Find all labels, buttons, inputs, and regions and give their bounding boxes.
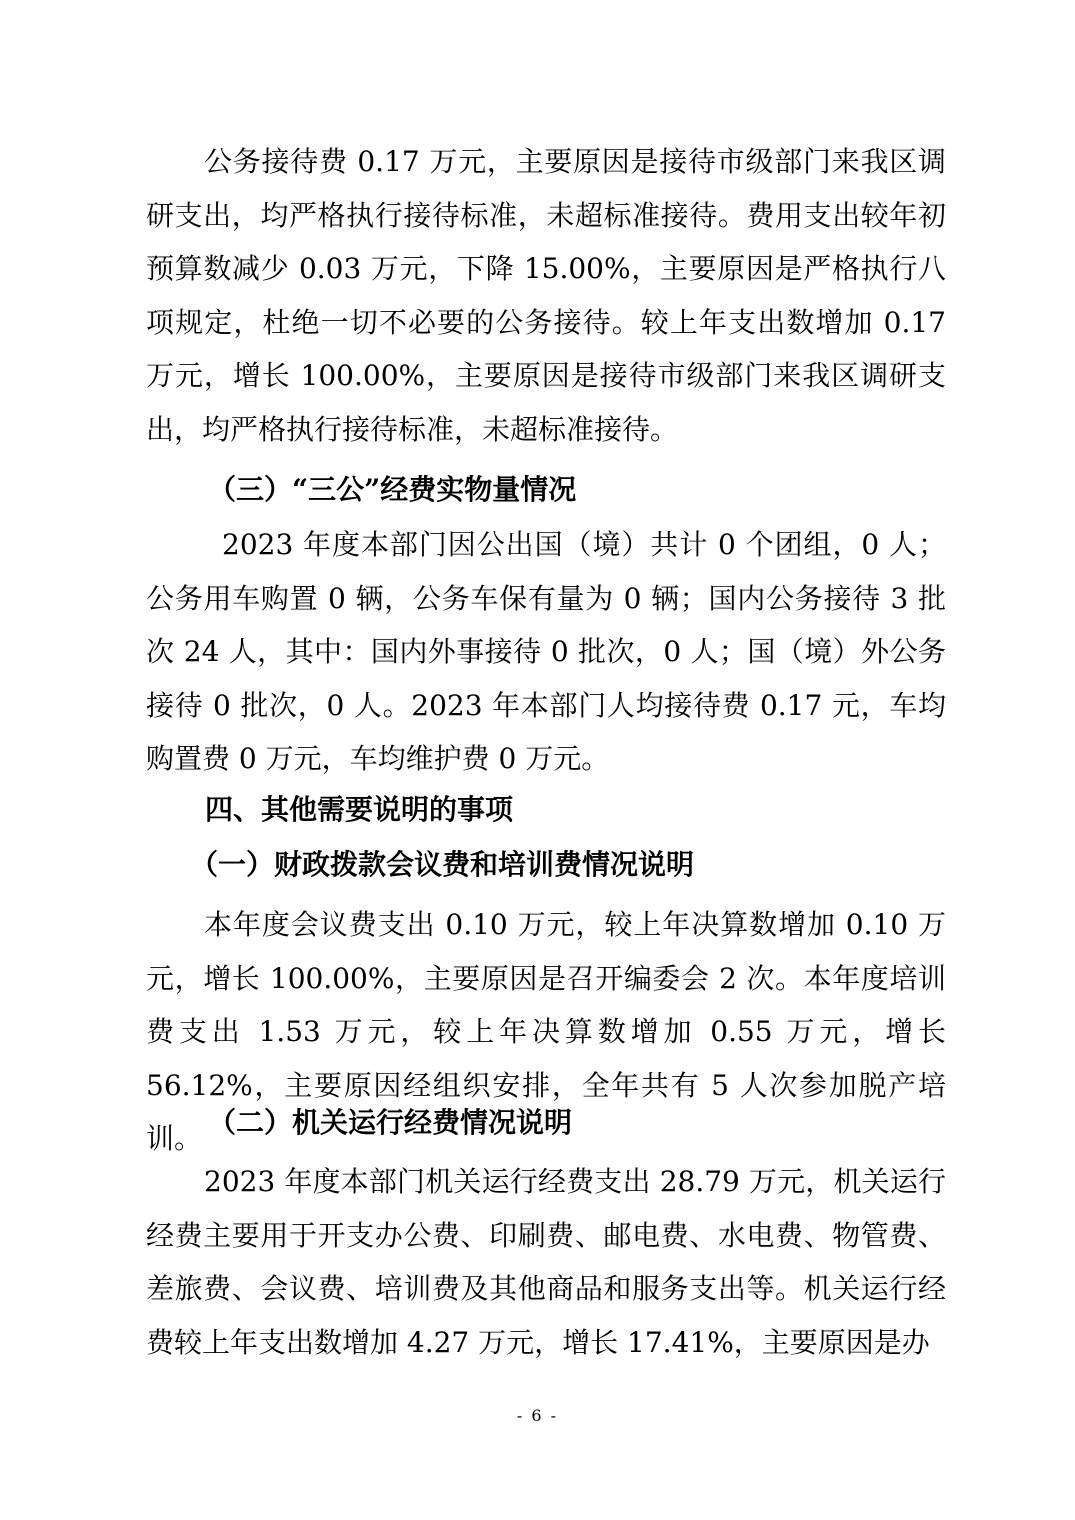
heading-meeting-training-fees: （一）财政拨款会议费和培训费情况说明 [190,848,695,881]
heading-operating-expenses: （二）机关运行经费情况说明 [208,1106,573,1139]
paragraph-physical-quantities: 2023 年度本部门因公出国（境）共计 0 个团组，0 人；公务用车购置 0 辆，公务车保有量为 0 辆；国内公务接待 3 批次 24 人，其中：国内外事接待 0 批次，0 人；国（境）外公务接待 0 批次，0 人。2023 年本部门人均接待费 0.17 元，车均购置费 0 万元，车均维护费 0 万元。 [146,528,946,775]
paragraph-meeting-training: 本年度会议费支出 0.10 万元，较上年决算数增加 0.10 万元，增长 100.00%，主要原因是召开编委会 2 次。本年度培训费支出 1.53 万元，较上年决算数增加 0.55 万元，增长 56.12%，主要原因经组织安排，全年共有 5 人次参加脱产培训。 [146,908,946,1155]
paragraph-operating-expenses: 2023 年度本部门机关运行经费支出 28.79 万元，机关运行经费主要用于开支办公费、印刷费、邮电费、水电费、物管费、差旅费、会议费、培训费及其他商品和服务支出等。机关运行经费较上年支出数增加 4.27 万元，增长 17.41%，主要原因是办 [146,1165,946,1359]
heading-other-matters: 四、其他需要说明的事项 [205,793,514,826]
page-number: - 6 - [516,1406,559,1425]
paragraph-reception-fee: 公务接待费 0.17 万元，主要原因是接待市级部门来我区调研支出，均严格执行接待标准，未超标准接待。费用支出较年初预算数减少 0.03 万元，下降 15.00%，主要原因是严格执行八项规定，杜绝一切不必要的公务接待。较上年支出数增加 0.17 万元，增长 100.00%，主要原因是接待市级部门来我区调研支出，均严格执行接待标准，未超标准接待。 [146,145,946,446]
heading-three-public-physical: （三）“三公”经费实物量情况 [208,473,577,506]
